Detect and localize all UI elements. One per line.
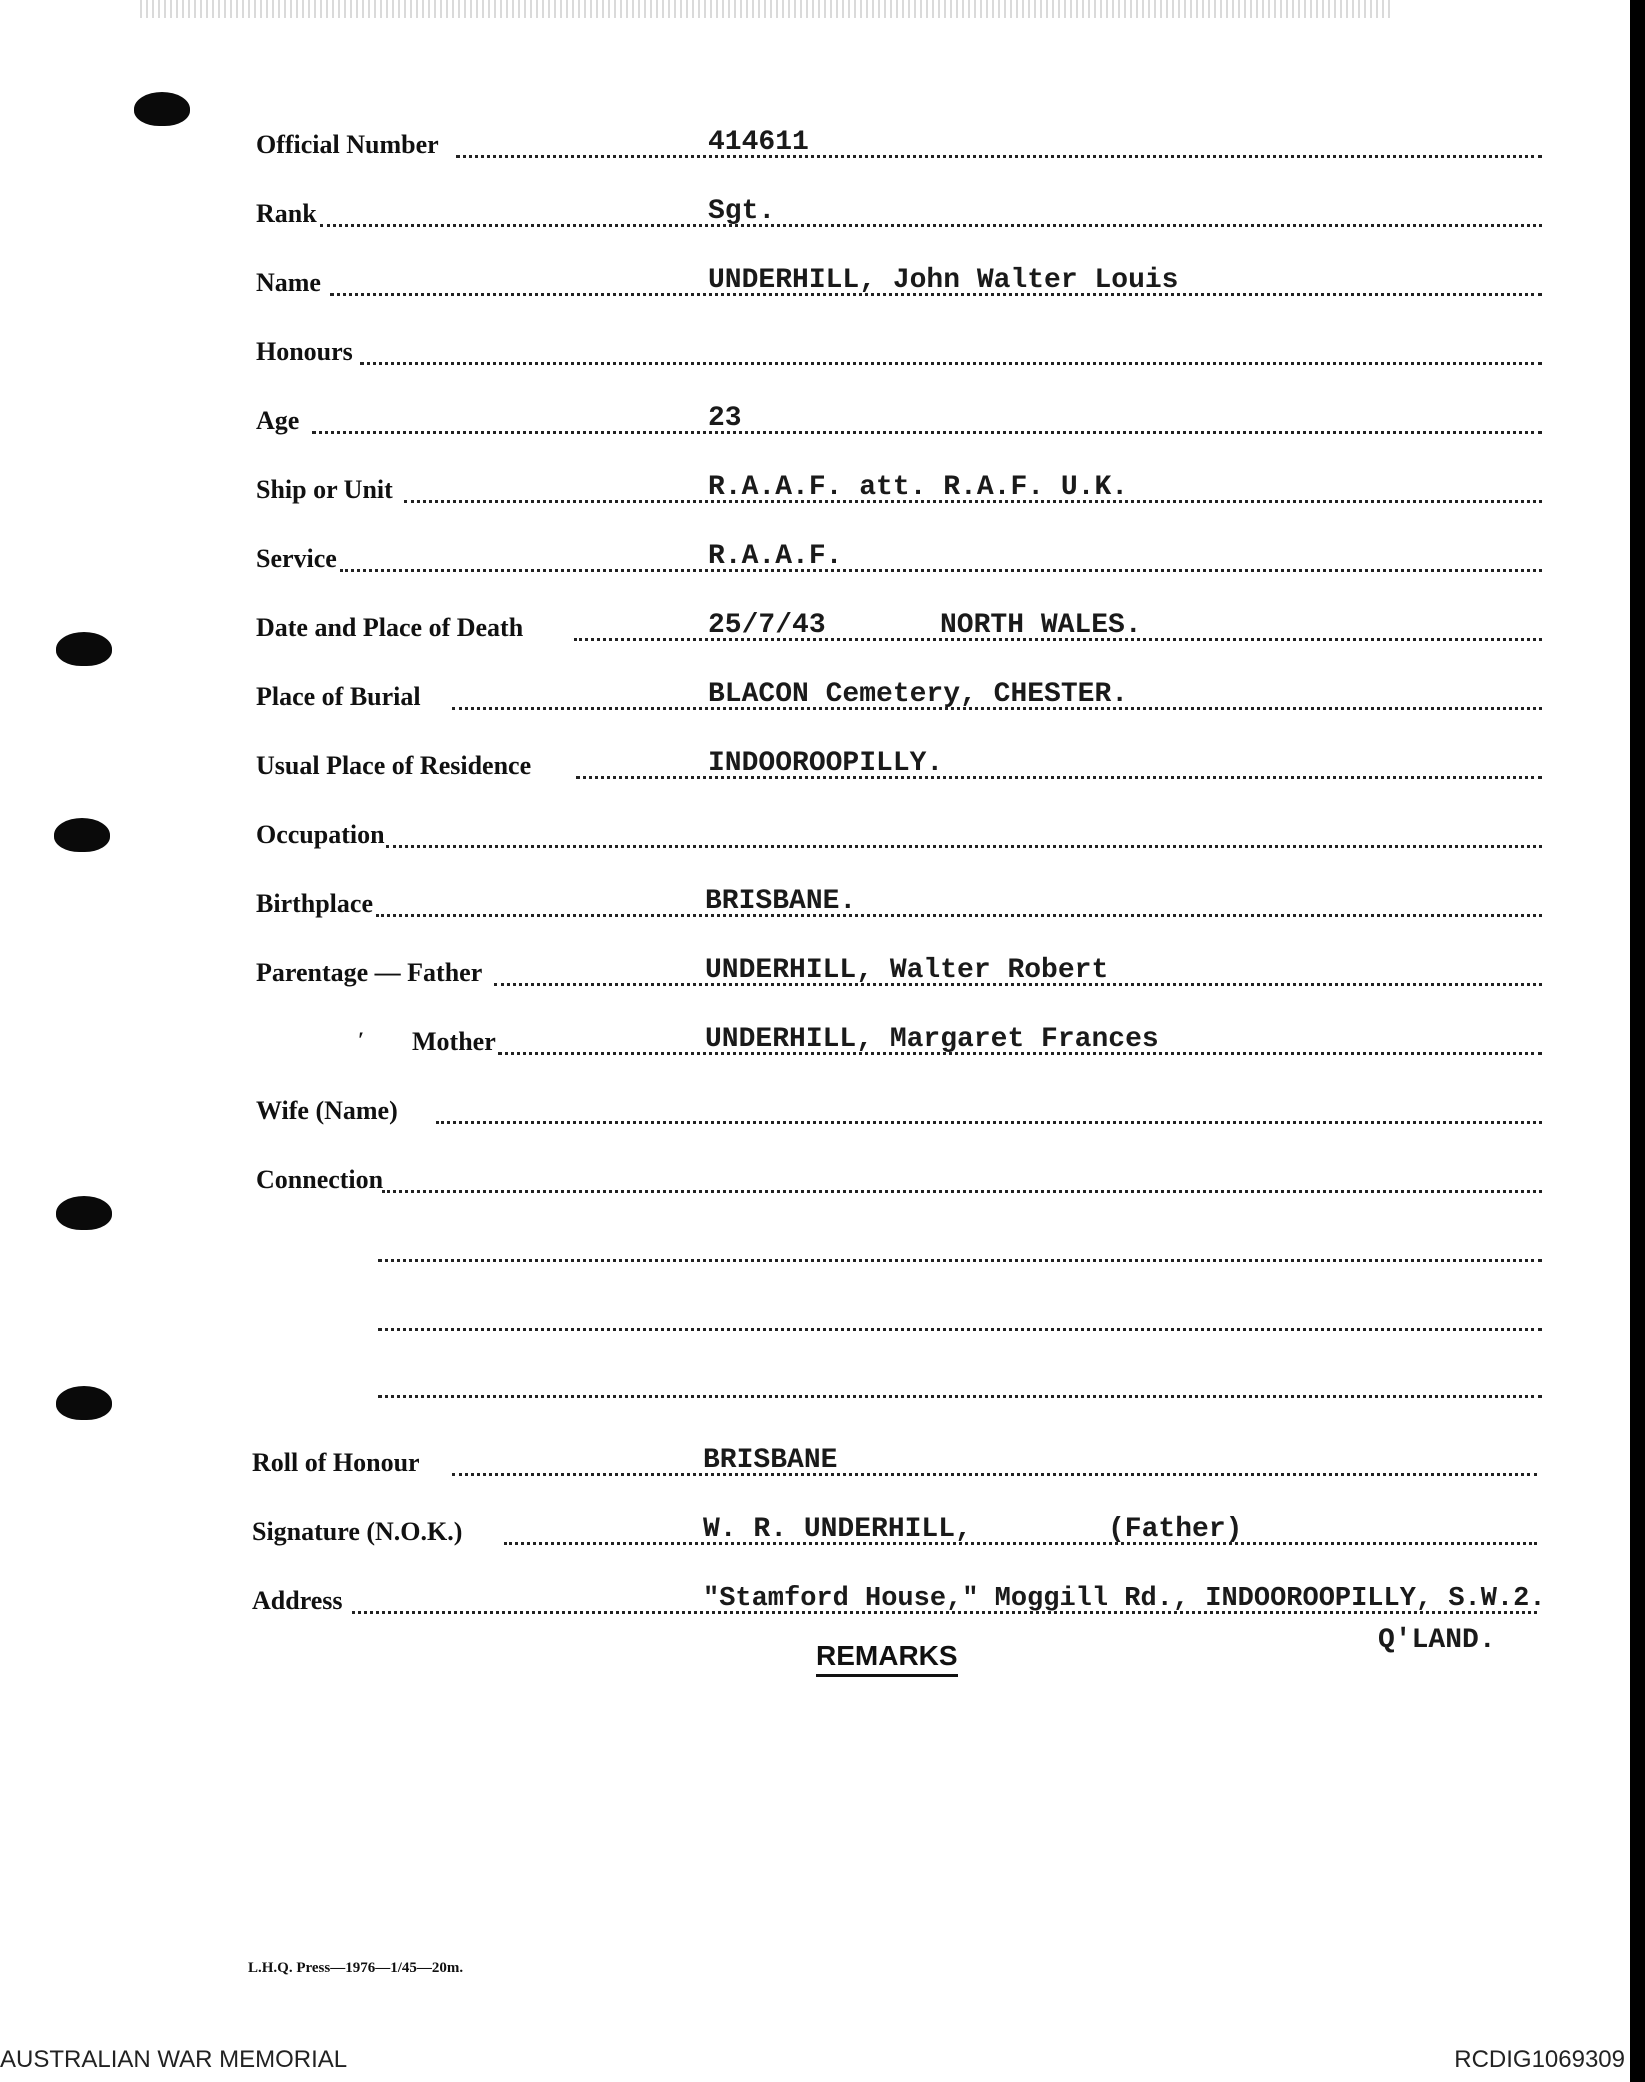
value-address-line2: Q'LAND. [1378,1625,1496,1656]
footer-record-id: RCDIG1069309 [1454,2046,1625,2073]
row-connection-extra [0,1232,1645,1272]
label-service: Service [256,544,337,573]
value-place-of-death: NORTH WALES. [940,610,1142,641]
value-usual-residence: INDOOROOPILLY. [708,748,944,779]
row-honours [0,335,1645,375]
dotted-line [378,1259,1542,1262]
row-usual-residence [0,749,1645,789]
dotted-line [504,1542,1537,1545]
dotted-line [340,569,1542,572]
remarks-heading: REMARKS [816,1640,958,1677]
row-wife [0,1094,1645,1134]
dotted-line [456,155,1542,158]
label-occupation: Occupation [256,820,385,849]
row-name [0,266,1645,306]
row-roll-of-honour [0,1446,1645,1486]
dotted-line [376,914,1542,917]
row-place-of-burial [0,680,1645,720]
row-age [0,404,1645,444]
tick-mark: ′ [358,1027,365,1052]
label-ship-or-unit: Ship or Unit [256,475,393,504]
dotted-line [382,1190,1542,1193]
value-official-number: 414611 [708,127,809,158]
label-honours: Honours [256,337,353,366]
value-signature-relation: (Father) [1108,1514,1243,1545]
value-birthplace: BRISBANE. [705,886,857,917]
row-official-number [0,128,1645,168]
row-signature [0,1515,1645,1555]
dotted-line [378,1328,1542,1331]
dotted-line [436,1121,1542,1124]
label-wife: Wife (Name) [256,1096,398,1125]
dotted-line [320,224,1542,227]
value-signature: W. R. UNDERHILL, [703,1514,972,1545]
value-place-of-burial: BLACON Cemetery, CHESTER. [708,679,1129,710]
row-connection-extra [0,1368,1645,1408]
label-connection: Connection [256,1165,384,1194]
row-date-place-death [0,611,1645,651]
value-date-of-death: 25/7/43 [708,610,826,641]
label-mother: Mother [412,1027,496,1056]
row-connection [0,1163,1645,1203]
scan-edge-top [140,0,1390,18]
printer-imprint: L.H.Q. Press—1976—1/45—20m. [248,1960,464,1976]
row-connection-extra [0,1301,1645,1341]
label-usual-residence: Usual Place of Residence [256,751,532,780]
label-address: Address [252,1586,343,1615]
punch-hole [134,92,190,126]
dotted-line [360,362,1542,365]
row-rank [0,197,1645,237]
dotted-line [312,431,1542,434]
label-father: Parentage — Father [256,958,483,987]
value-age: 23 [708,403,742,434]
value-mother: UNDERHILL, Margaret Frances [705,1024,1159,1055]
value-rank: Sgt. [708,196,776,227]
label-rank: Rank [256,199,317,228]
row-mother [0,1025,1645,1065]
value-ship-or-unit: R.A.A.F. att. R.A.F. U.K. [708,472,1129,503]
dotted-line [378,1395,1542,1398]
dotted-line [452,1473,1537,1476]
row-father [0,956,1645,996]
label-roll-of-honour: Roll of Honour [252,1448,420,1477]
value-name: UNDERHILL, John Walter Louis [708,265,1179,296]
value-address: "Stamford House," Moggill Rd., INDOOROOPILLY, S.W.2. [703,1584,1546,1614]
label-date-place-death: Date and Place of Death [256,613,524,642]
label-birthplace: Birthplace [256,889,373,918]
label-place-of-burial: Place of Burial [256,682,421,711]
row-birthplace [0,887,1645,927]
label-name: Name [256,268,321,297]
value-father: UNDERHILL, Walter Robert [705,955,1109,986]
dotted-line [386,845,1542,848]
row-service [0,542,1645,582]
row-occupation [0,818,1645,858]
value-roll-of-honour: BRISBANE [703,1445,838,1476]
label-age: Age [256,406,300,435]
label-signature: Signature (N.O.K.) [252,1517,463,1546]
value-service: R.A.A.F. [708,541,843,572]
footer-archive-name: AUSTRALIAN WAR MEMORIAL [0,2046,348,2073]
row-ship-or-unit [0,473,1645,513]
label-official-number: Official Number [256,130,439,159]
row-address [0,1584,1645,1624]
